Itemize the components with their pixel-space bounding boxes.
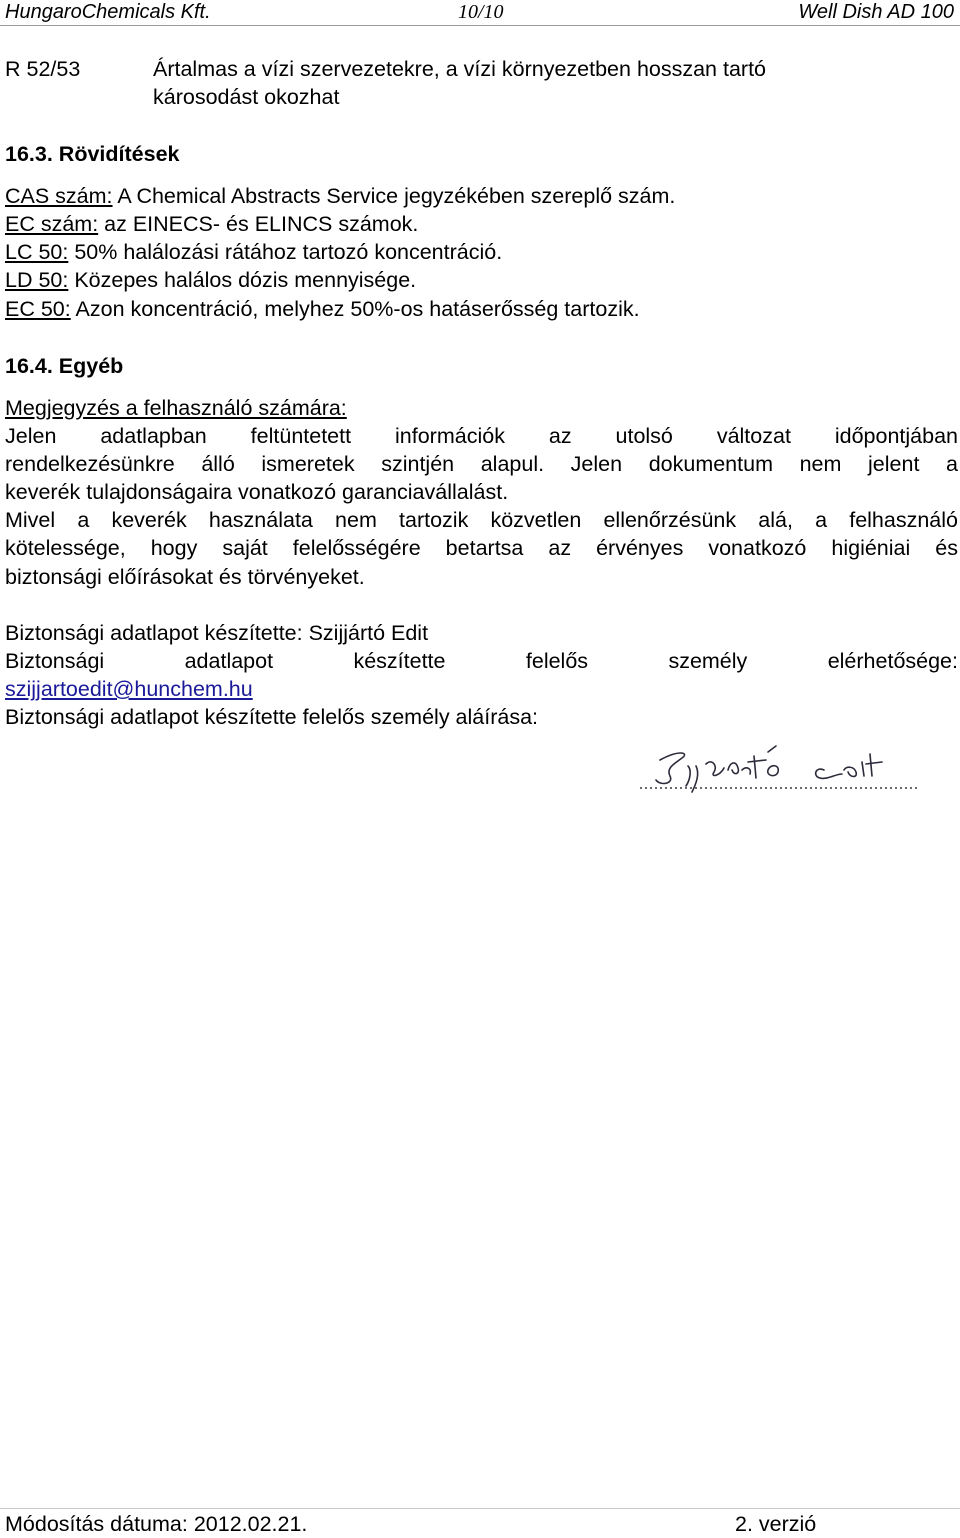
handwritten-signature bbox=[630, 740, 930, 802]
header-divider bbox=[0, 25, 960, 26]
abbrev-item-lc50 bbox=[5, 238, 502, 266]
abbrev-term: EC szám: bbox=[5, 212, 99, 236]
modification-date: Módosítás dátuma: 2012.02.21. bbox=[5, 1512, 308, 1536]
header-page-number: 10/10 bbox=[458, 1, 504, 23]
abbrev-term: EC 50: bbox=[5, 297, 71, 321]
abbrev-definition: Azon koncentráció, melyhez 50%-os hatáserősség tartozik. bbox=[70, 297, 640, 321]
paragraph-line: Jelen adatlapban feltüntetett információk az utolsó változat időpontjában bbox=[5, 424, 958, 448]
abbrev-term: LD 50: bbox=[5, 268, 69, 292]
user-note-label: Megjegyzés a felhasználó számára: bbox=[5, 396, 347, 420]
abbrev-term: LC 50: bbox=[5, 240, 69, 264]
paragraph-line: kötelessége, hogy saját felelősségére betartsa az érvényes vonatkozó higiéniai és bbox=[5, 536, 958, 560]
signature-label: Biztonsági adatlapot készítette felelős személy aláírása: bbox=[5, 705, 539, 729]
abbrev-item-cas bbox=[5, 182, 675, 210]
abbrev-definition: 50% halálozási rátához tartozó koncentráció. bbox=[68, 240, 503, 264]
abbrev-item-ec bbox=[5, 210, 418, 238]
abbrev-definition: Közepes halálos dózis mennyisége. bbox=[68, 268, 417, 292]
paragraph-line: Mivel a keverék használata nem tartozik közvetlen ellenőrzésünk alá, a felhasználó bbox=[5, 508, 958, 532]
paragraph-line: keverék tulajdonságaira vonatkozó garanciavállalást. bbox=[5, 480, 509, 504]
header-company: HungaroChemicals Kft. bbox=[5, 1, 211, 23]
abbrev-definition: A Chemical Abstracts Service jegyzékében szereplő szám. bbox=[112, 184, 676, 208]
contact-label: Biztonsági adatlapot készítette felelős személy elérhetősége: bbox=[5, 649, 958, 673]
abbrev-item-ec50 bbox=[5, 295, 640, 323]
header-product-name: Well Dish AD 100 bbox=[798, 1, 954, 23]
version: 2. verzió bbox=[735, 1512, 817, 1536]
risk-text-line-2: károsodást okozhat bbox=[153, 85, 340, 109]
prepared-by: Biztonsági adatlapot készítette: Szijjártó Edit bbox=[5, 621, 429, 645]
footer-divider bbox=[0, 1508, 960, 1509]
paragraph-line: rendelkezésünkre álló ismeretek szintjén alapul. Jelen dokumentum nem jelent a bbox=[5, 452, 958, 476]
risk-text-line-1: Ártalmas a vízi szervezetekre, a vízi környezetben hosszan tartó bbox=[153, 57, 767, 81]
risk-code: R 52/53 bbox=[5, 57, 81, 81]
section-heading-abbreviations: 16.3. Rövidítések bbox=[5, 142, 180, 166]
abbrev-item-ld50 bbox=[5, 266, 416, 294]
abbrev-definition: az EINECS- és ELINCS számok. bbox=[98, 212, 419, 236]
contact-email-link[interactable] bbox=[5, 675, 253, 703]
paragraph-line: biztonsági előírásokat és törvényeket. bbox=[5, 565, 365, 589]
abbrev-term: CAS szám: bbox=[5, 184, 113, 208]
section-heading-other: 16.4. Egyéb bbox=[5, 354, 124, 378]
email-link-text[interactable]: szijjartoedit@hunchem.hu bbox=[5, 677, 253, 701]
